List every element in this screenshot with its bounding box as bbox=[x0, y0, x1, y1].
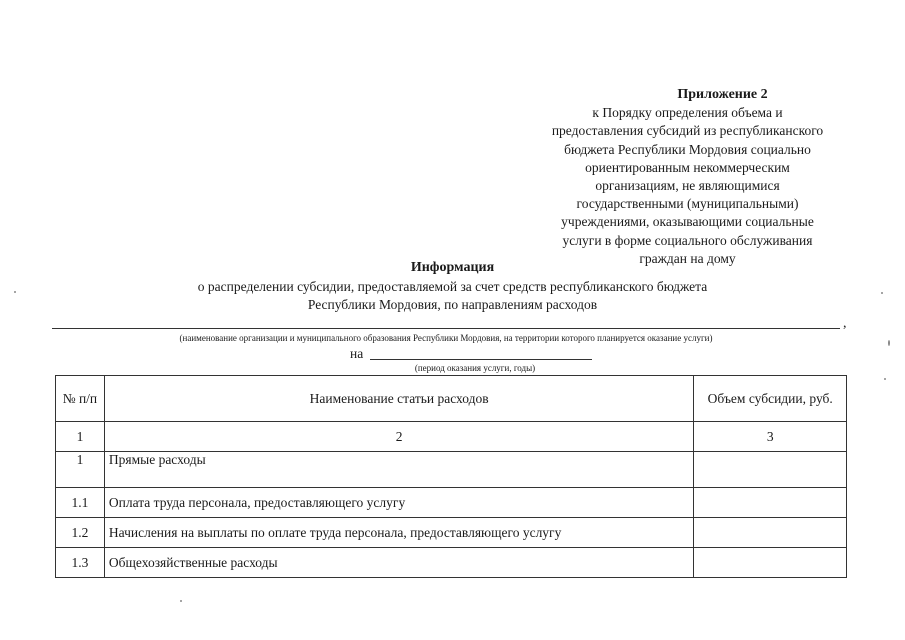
appendix-line: услуги в форме социального обслуживания bbox=[562, 232, 813, 248]
period-prefix: на bbox=[350, 346, 364, 361]
period-caption: (период оказания услуги, годы) bbox=[414, 363, 536, 373]
scan-speck bbox=[881, 292, 883, 294]
appendix-line: к Порядку определения объема и bbox=[592, 105, 783, 121]
organization-blank-line bbox=[52, 328, 840, 329]
scan-speck bbox=[884, 378, 886, 380]
column-number: 2 bbox=[104, 422, 694, 452]
organization-comma: , bbox=[843, 316, 847, 331]
appendix-line: бюджета Республики Мордовия социально bbox=[564, 141, 811, 157]
appendix-line: граждан на дому bbox=[639, 250, 736, 266]
appendix-line: учреждениями, оказывающими социальные bbox=[561, 214, 814, 230]
row-amount bbox=[694, 518, 847, 548]
table-row bbox=[56, 548, 847, 578]
document-subtitle-line: о распределении субсидии, предоставляемой за счет средств республиканского бюджета bbox=[197, 279, 708, 294]
appendix-line: ориентированным некоммерческим bbox=[585, 159, 790, 175]
row-number: 1.2 bbox=[56, 518, 105, 548]
appendix-line: предоставления субсидий из республиканского bbox=[551, 123, 824, 139]
appendix-heading: Приложение 2 bbox=[677, 87, 768, 102]
table-row bbox=[56, 488, 847, 518]
expenses-table bbox=[55, 375, 847, 578]
row-name: Прямые расходы bbox=[104, 452, 694, 488]
column-number: 3 bbox=[694, 422, 847, 452]
scan-speck bbox=[888, 340, 890, 346]
row-name: Общехозяйственные расходы bbox=[104, 548, 694, 578]
appendix-line: государственными (муниципальными) bbox=[576, 196, 799, 212]
table-header-row bbox=[56, 376, 847, 422]
scan-speck bbox=[180, 600, 182, 602]
header-num: № п/п bbox=[56, 376, 105, 422]
row-amount bbox=[694, 488, 847, 518]
appendix-block bbox=[520, 86, 855, 268]
row-number: 1.1 bbox=[56, 488, 105, 518]
row-number: 1 bbox=[56, 452, 105, 488]
row-number: 1.3 bbox=[56, 548, 105, 578]
appendix-line: организациям, не являющимися bbox=[595, 178, 780, 194]
row-name: Начисления на выплаты по оплате труда персонала, предоставляющего услугу bbox=[104, 518, 694, 548]
table-row bbox=[56, 452, 847, 488]
row-amount bbox=[694, 452, 847, 488]
header-name: Наименование статьи расходов bbox=[104, 376, 694, 422]
header-amount: Объем субсидии, руб. bbox=[694, 376, 847, 422]
scan-speck bbox=[14, 291, 16, 293]
document-title: Информация bbox=[410, 260, 495, 275]
row-name: Оплата труда персонала, предоставляющего услугу bbox=[104, 488, 694, 518]
column-number-row bbox=[56, 422, 847, 452]
row-amount bbox=[694, 548, 847, 578]
column-number: 1 bbox=[56, 422, 105, 452]
document-subtitle-line: Республики Мордовия, по направлениям расходов bbox=[307, 297, 598, 312]
organization-caption: (наименование организации и муниципального образования Республики Мордовия, на территории которого планируется оказание услуги) bbox=[179, 333, 713, 343]
table-row bbox=[56, 518, 847, 548]
period-blank-line bbox=[370, 359, 592, 360]
